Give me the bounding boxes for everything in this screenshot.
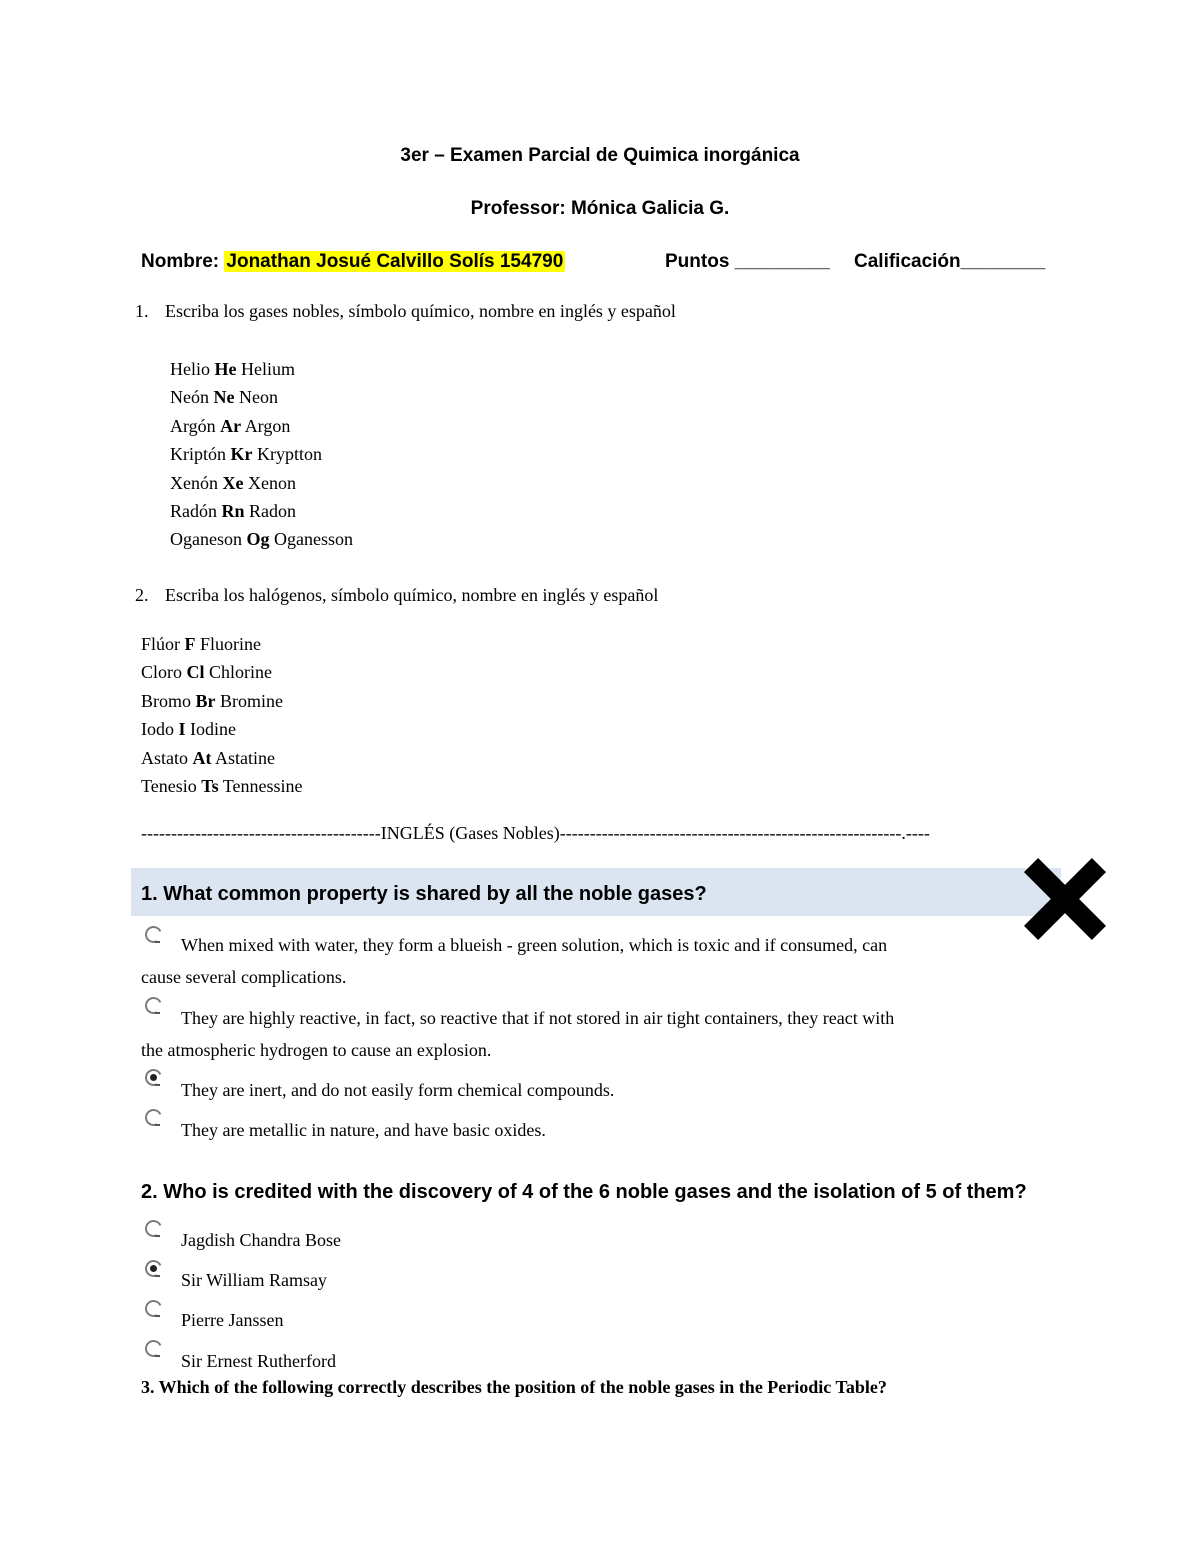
option-text: Jagdish Chandra Bose [181,1230,341,1250]
list-item: Radón Rn Radon [170,501,297,522]
list-item: Oganeson Og Oganesson [170,529,353,550]
list-item: Flúor F Fluorine [141,634,262,654]
radio-option-1-4[interactable] [143,1107,165,1129]
radio-option-2-3[interactable] [143,1298,165,1320]
professor-line: Professor: Mónica Galicia G. [470,198,730,219]
student-name-highlight: Jonathan Josué Calvillo Solís 154790 [226,251,564,272]
list-item: Kriptón Kr Kryptton [170,444,322,465]
radio-option-2-2-selected[interactable] [143,1258,165,1280]
halogens-list [141,630,303,800]
list-item: Astato At Astatine [141,747,276,768]
list-item: Tenesio Ts Tennessine [141,776,303,797]
list-item: Neón Ne Neon [170,387,278,408]
option-text: Sir William Ramsay [181,1270,327,1290]
points-field: Puntos _________ [665,251,830,272]
grade-field: Calificación________ [854,251,1046,272]
list-item: Iodo I Iodine [141,719,236,740]
x-mark-icon [1023,857,1107,941]
option-text: cause several complications. [141,967,347,987]
list-item: Xenón Xe Xenon [170,472,296,493]
list-item: Helio He Helium [170,359,295,379]
radio-option-2-1[interactable] [143,1218,165,1240]
radio-option-1-3-selected[interactable] [143,1067,165,1089]
list-item: Bromo Br Bromine [141,690,284,711]
option-text: the atmospheric hydrogen to cause an explosion. [141,1040,492,1060]
name-label: Nombre: [141,251,220,272]
option-text: When mixed with water, they form a blueish - green solution, which is toxic and if consumed, can [181,935,888,955]
radio-option-1-2[interactable] [143,995,165,1017]
option-text: They are highly reactive, in fact, so reactive that if not stored in air tight containers, they react with [181,1008,895,1028]
student-name-line [141,251,565,273]
noble-gases-list [170,355,353,554]
question-2-title: 2. Who is credited with the discovery of 4 of the 6 noble gases and the isolation of 5 of them? [141,1181,1027,1203]
radio-option-2-4[interactable] [143,1338,165,1360]
list-item: Cloro Cl Chlorine [141,662,273,683]
section-separator: ----------------------------------------INGLÉS (Gases Nobles)---------------------------------------------------------.---- [141,823,930,843]
option-text: They are metallic in nature, and have basic oxides. [181,1120,546,1140]
question-text: Escriba los gases nobles, símbolo químico, nombre en inglés y español [165,301,676,321]
radio-option-1-1[interactable] [143,924,165,946]
question-3-title: 3. Which of the following correctly describes the position of the noble gases in the Periodic Table? [141,1377,887,1397]
question-1-title: 1. What common property is shared by all the noble gases? [141,883,707,905]
question-2-es [135,585,658,606]
question-1-es [135,301,676,322]
option-text: Sir Ernest Rutherford [181,1351,336,1371]
option-text: They are inert, and do not easily form chemical compounds. [181,1080,615,1100]
question-number: 1. [135,301,149,321]
exam-title: 3er – Examen Parcial de Quimica inorgánica [400,145,800,166]
question-text: Escriba los halógenos, símbolo químico, nombre en inglés y español [165,585,659,605]
list-item: Argón Ar Argon [170,415,291,436]
option-text: Pierre Janssen [181,1310,284,1330]
question-number: 2. [135,585,149,605]
